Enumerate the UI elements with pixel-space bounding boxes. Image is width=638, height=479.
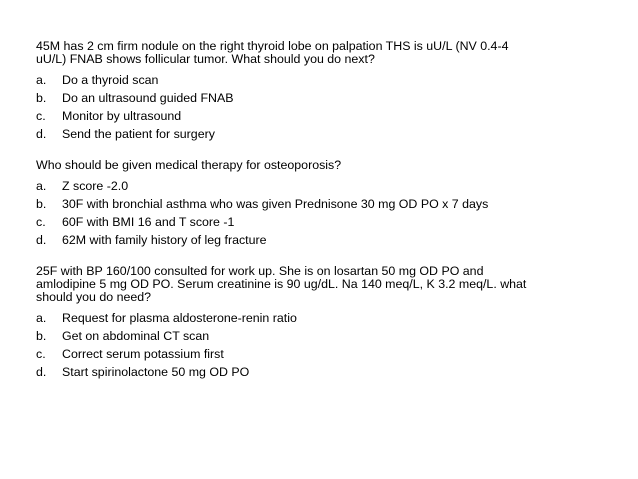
question-1-stem-line-1: 45M has 2 cm firm nodule on the right thyroid lobe on palpation THS is uU/L (NV 0.4-4 [36, 39, 509, 53]
question-1-option-a [36, 71, 596, 89]
option-letter: b. [36, 91, 47, 105]
question-2-option-d [36, 231, 596, 249]
option-text: Get on abdominal CT scan [62, 329, 210, 343]
question-3-stem-line-2: amlodipine 5 mg OD PO. Serum creatinine is 90 ug/dL. Na 140 meq/L, K 3.2 meq/L. what [36, 277, 527, 291]
option-text: Do a thyroid scan [62, 73, 159, 87]
question-3-option-d [36, 363, 596, 381]
option-letter: a. [36, 311, 47, 325]
option-text: Correct serum potassium first [62, 347, 224, 361]
option-letter: d. [36, 233, 47, 247]
option-letter: b. [36, 197, 47, 211]
question-1-option-c [36, 107, 596, 125]
question-3 [36, 265, 596, 381]
option-text: Do an ultrasound guided FNAB [62, 91, 234, 105]
question-2-stem-line-1: Who should be given medical therapy for osteoporosis? [36, 158, 342, 172]
option-letter: c. [36, 215, 46, 229]
option-text: 60F with BMI 16 and T score -1 [62, 215, 235, 229]
question-3-option-a [36, 309, 596, 327]
option-text: Start spirinolactone 50 mg OD PO [62, 365, 250, 379]
slide-content [36, 40, 596, 397]
option-letter: c. [36, 109, 46, 123]
question-2-option-b [36, 195, 596, 213]
option-letter: c. [36, 347, 46, 361]
option-text: Send the patient for surgery [62, 127, 215, 141]
question-3-stem-line-3: should you do need? [36, 290, 152, 304]
option-text: Z score -2.0 [62, 179, 129, 193]
question-2-option-c [36, 213, 596, 231]
question-1 [36, 40, 596, 143]
option-text: Monitor by ultrasound [62, 109, 182, 123]
option-letter: d. [36, 365, 47, 379]
question-2-option-a [36, 177, 596, 195]
question-2 [36, 159, 596, 249]
option-letter: b. [36, 329, 47, 343]
question-3-stem-line-1: 25F with BP 160/100 consulted for work up. She is on losartan 50 mg OD PO and [36, 264, 484, 278]
question-1-option-d [36, 125, 596, 143]
option-letter: a. [36, 73, 47, 87]
option-letter: d. [36, 127, 47, 141]
option-text: 62M with family history of leg fracture [62, 233, 267, 247]
option-letter: a. [36, 179, 47, 193]
option-text: 30F with bronchial asthma who was given Prednisone 30 mg OD PO x 7 days [62, 197, 489, 211]
question-3-option-c [36, 345, 596, 363]
option-text: Request for plasma aldosterone-renin ratio [62, 311, 297, 325]
question-3-option-b [36, 327, 596, 345]
question-1-stem-line-2: uU/L) FNAB shows follicular tumor. What should you do next? [36, 52, 375, 66]
question-1-option-b [36, 89, 596, 107]
